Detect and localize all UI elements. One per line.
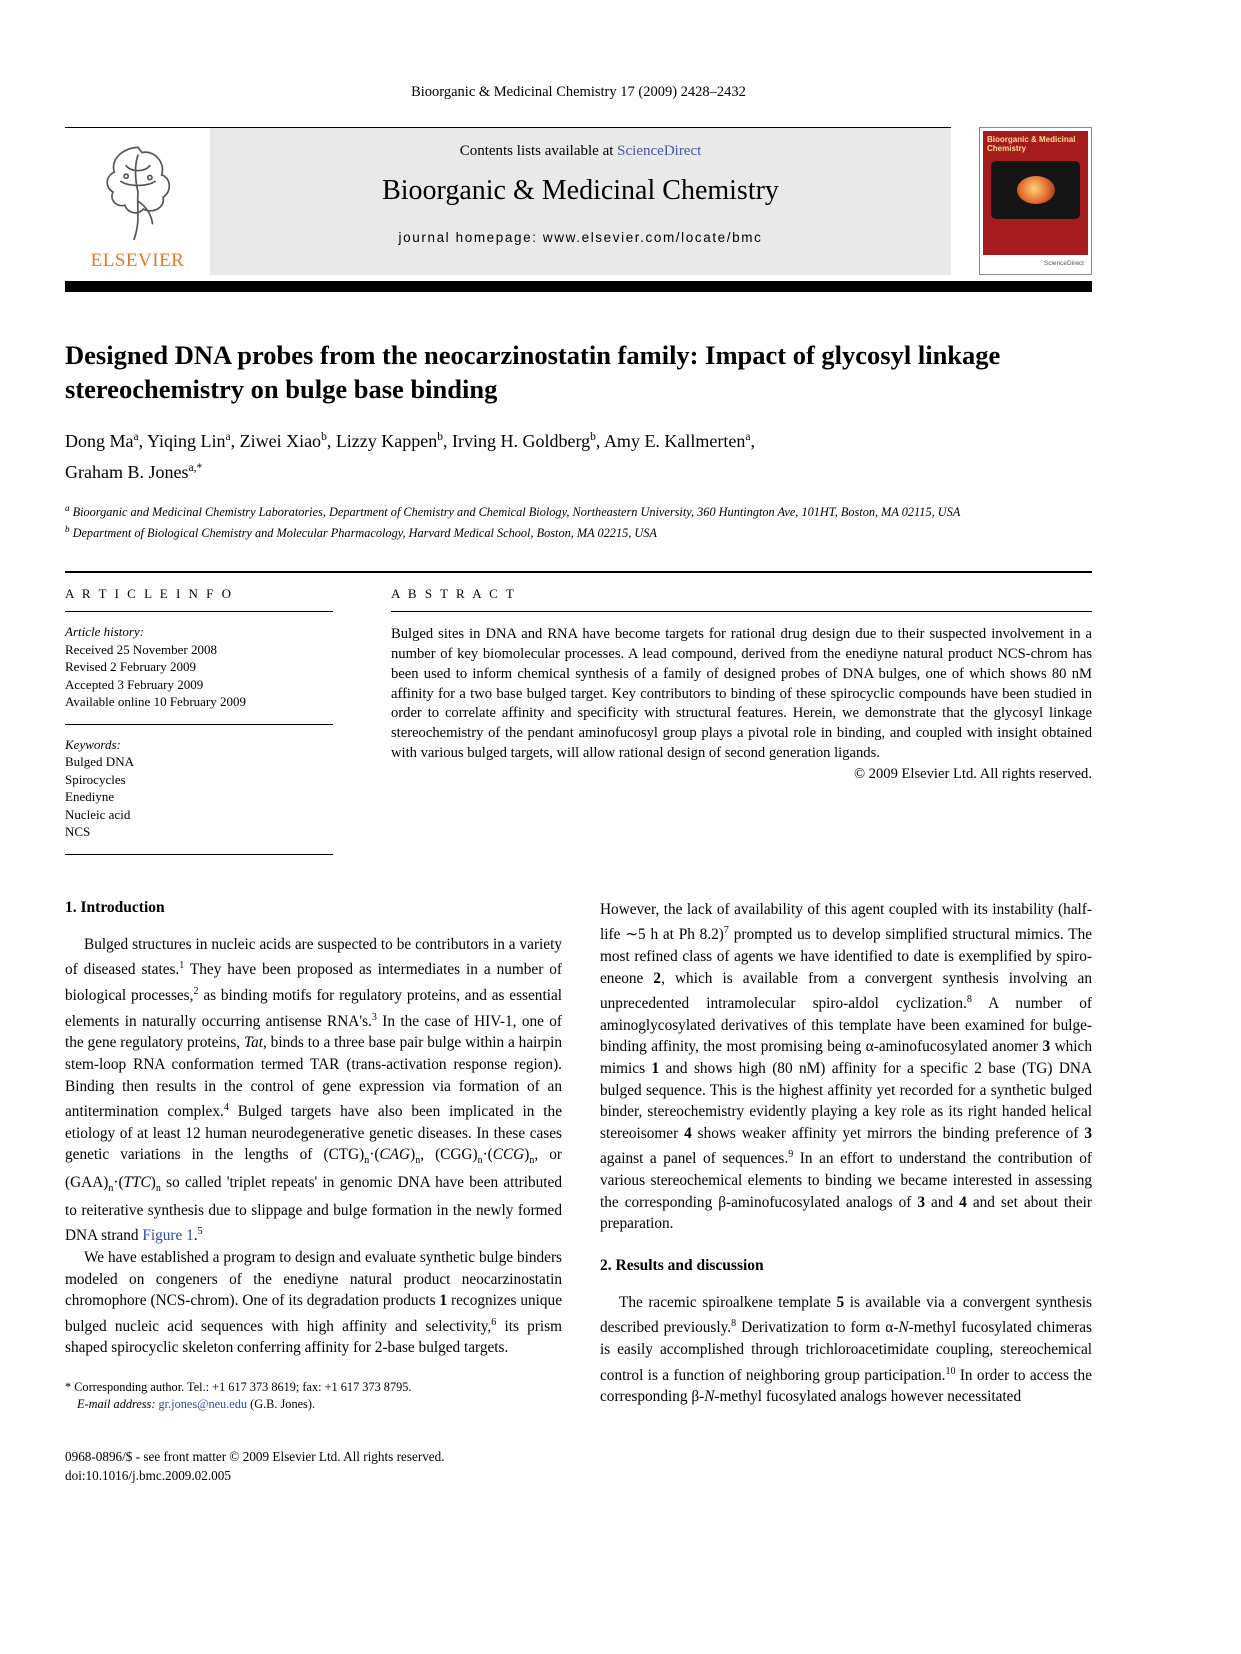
introduction-heading: 1. Introduction: [65, 898, 165, 916]
journal-homepage-link[interactable]: journal homepage: www.elsevier.com/locate/bmc: [398, 230, 763, 245]
footer-meta: [65, 1447, 1092, 1485]
history-line: Received 25 November 2008: [65, 641, 217, 657]
corresponding-author-line: * Corresponding author. Tel.: +1 617 373 8619; fax: +1 617 373 8795.: [65, 1380, 412, 1395]
author: Ziwei Xiao$^b$,: [239, 431, 336, 451]
email-line: [65, 1396, 562, 1413]
history-line: Accepted 3 February 2009: [65, 676, 204, 692]
abstract-heading: A B S T R A C T: [391, 573, 1092, 612]
sciencedirect-link[interactable]: ScienceDirect: [617, 143, 702, 159]
abstract-column: [391, 573, 1092, 855]
affiliation: $^b$ Department of Biological Chemistry and Molecular Pharmacology, Harvard Medical School, Boston, MA 02215, USA: [65, 523, 657, 540]
abstract-copyright: © 2009 Elsevier Ltd. All rights reserved.: [853, 765, 1092, 782]
author: Graham B. Jones$^{a,*}$: [65, 462, 203, 482]
introduction-paragraph-2: We have established a program to design and evaluate synthetic bulge binders modeled on congeners of the enediyne natural product neocarzinostatin chromophore (NCS-chrom). One of its degradation products 1 recognizes unique bulged nucleic acid sequences with high affinity and selectivity,$^6$ its prism shaped spirocyclic skeleton conferring affinity for 2-base bulged targets.: [65, 1248, 562, 1357]
journal-cover-thumbnail: [979, 127, 1092, 275]
body-column-right: [600, 899, 1092, 1413]
doi-line: doi:10.1016/j.bmc.2009.02.005: [65, 1468, 231, 1484]
keyword: NCS: [65, 824, 91, 840]
front-matter-line: 0968-0896/$ - see front matter © 2009 Elsevier Ltd. All rights reserved.: [65, 1449, 445, 1465]
history-line: Available online 10 February 2009: [65, 694, 246, 710]
elsevier-logo: [65, 128, 210, 275]
history-line: Revised 2 February 2009: [65, 659, 197, 675]
abstract-text: Bulged sites in DNA and RNA have become targets for rational drug design due to their suspected involvement in a number of key biomolecular processes. A lead compound, derived from the enediyne natural product NCS-chrom has been used to inform chemical synthesis of a family of designed probes of DNA bulges, one of which shows 80 nM affinity for a two base bulged target. Key contributors to binding of these spirocyclic compounds have been studied in order to correlate affinity and specificity with structural features. Herein, we demonstrate that the glycosyl linkage stereochemistry of the pendant aminofucosyl group plays a pivotal role in binding, and coupled with insight obtained with various bulged targets, will allow rational design of second generation ligands.: [391, 626, 1092, 761]
author: Irving H. Goldberg$^b$,: [452, 431, 604, 451]
affiliation-list: [65, 500, 1092, 541]
article-info-column: [65, 573, 333, 855]
author: Lizzy Kappen$^b$,: [335, 431, 453, 451]
corresponding-author-note: [65, 1379, 562, 1413]
figure-1-link[interactable]: Figure 1: [142, 1227, 194, 1245]
email-link[interactable]: gr.jones@neu.edu: [158, 1397, 248, 1412]
article-body: [65, 899, 1092, 1413]
cover-molecule-image: [991, 161, 1079, 219]
masthead: [65, 127, 1092, 275]
journal-title: Bioorganic & Medicinal Chemistry: [382, 175, 779, 206]
affiliation: $^a$ Bioorganic and Medicinal Chemistry Laboratories, Department of Chemistry and Chemical Biology, Northeastern University, 360 Huntington Ave, 101HT, Boston, MA 02115, USA: [65, 503, 961, 520]
introduction-paragraph-1: Bulged structures in nucleic acids are suspected to be contributors in a variety of diseased states.$^1$ They have been proposed as intermediates in a number of biological processes,$^2$ as binding motifs for regulatory proteins, and as essential elements in naturally occurring antisense RNA's.$^3$ In the case of HIV-1, one of the gene regulatory proteins, Tat, binds to a three base pair bulge within a hairpin stem-loop RNA conformation termed TAR (trans-activation response region). Binding then results in the control of gene expression via formation of an antitermination complex.$^4$ Bulged targets have also been implicated in the etiology of at least 12 human neurodegenerative genetic diseases. In these cases genetic variations in the lengths of $(CTG)_n\cdot(CAG)_n$, $(CGG)_n\cdot(CCG)_n$, or $(GAA)_n\cdot(TTC)_n$ so called 'triplet repeats' in genomic DNA have been attributed to reiterative synthesis due to slippage and bulge formation in the newly formed DNA strand Figure 1.$^5$: [65, 935, 563, 1245]
author-line-1: [65, 424, 1092, 455]
body-paragraph-right-1: However, the lack of availability of this agent coupled with its instability (half-life ∼5 h at Ph 8.2)$^7$ prompted us to develop simplified structural mimics. The most refined class of agents we have identified to date is exemplified by spiro-eneone 2, which is available from a convergent synthesis involving an unprecedented intramolecular spiro-aldol cyclization.$^8$ A number of aminoglycosylated derivatives of this template have been examined for bulge-binding affinity, the most promising being α-aminofucosylated anomer 3 which mimics 1 and shows high (80 nM) affinity for a specific 2 base (TG) DNA bulged sequence. This is the highest affinity yet recorded for a synthetic bulged binder, stereochemistry evidently playing a key role as its right handed helical stereoisomer 4 shows weaker affinity yet mirrors the binding preference of 3 against a panel of sequences.$^9$ In an effort to understand the contribution of various stereochemical elements to binding we became interested in assessing the corresponding β-aminofucosylated analogs of 3 and 4 and set about their preparation.: [600, 900, 1093, 1233]
cover-footer-text: ScienceDirect: [983, 255, 1088, 271]
email-label: E-mail address:: [77, 1397, 156, 1412]
article-info-heading: A R T I C L E I N F O: [65, 573, 333, 612]
journal-citation-line: Bioorganic & Medicinal Chemistry 17 (2009) 2428–2432: [411, 84, 746, 100]
masthead-gray-box: [210, 128, 951, 275]
cover-title: Bioorganic & Medicinal Chemistry: [987, 135, 1076, 153]
keyword: Spirocycles: [65, 771, 126, 787]
contents-prefix: Contents lists available at: [459, 143, 618, 159]
keyword: Bulged DNA: [65, 754, 134, 770]
article-info-abstract-section: [65, 571, 1092, 855]
contents-line: [210, 143, 951, 160]
body-column-left: [65, 899, 562, 1413]
author-line-2: [65, 455, 1092, 486]
email-tail: (G.B. Jones).: [247, 1397, 316, 1412]
results-heading: 2. Results and discussion: [600, 1256, 764, 1274]
author: Amy E. Kallmerten$^a$,: [603, 431, 756, 451]
keyword: Nucleic acid: [65, 806, 131, 822]
keywords-group: [65, 725, 333, 855]
elsevier-tree-icon: [98, 134, 178, 250]
article-history-label: Article history:: [65, 624, 145, 640]
keywords-label: Keywords:: [65, 736, 121, 752]
results-paragraph-1: The racemic spiroalkene template 5 is available via a convergent synthesis described previously.$^8$ Derivatization to form α-N-methyl fucosylated chimeras is easily accomplished through trichloroacetimidate coupling, stereochemical control is a function of neighboring group participation.$^{10}$ In order to access the corresponding β-N-methyl fucosylated analogs however necessitated: [600, 1293, 1093, 1406]
elsevier-wordmark: ELSEVIER: [90, 250, 185, 271]
author-list: [65, 424, 1092, 486]
masthead-main: [65, 127, 951, 275]
article-title: Designed DNA probes from the neocarzinostatin family: Impact of glycosyl linkage stereochemistry on bulge base binding: [65, 340, 1001, 404]
journal-cover-art: [983, 131, 1088, 271]
author: Dong Ma$^a$,: [65, 431, 147, 451]
separator-bar: [65, 281, 1092, 292]
keywords-list: [65, 753, 333, 841]
article-history-group: [65, 612, 333, 725]
author: Yiqing Lin$^a$,: [146, 431, 240, 451]
keyword: Enediyne: [65, 789, 115, 805]
article-history-list: [65, 641, 333, 711]
